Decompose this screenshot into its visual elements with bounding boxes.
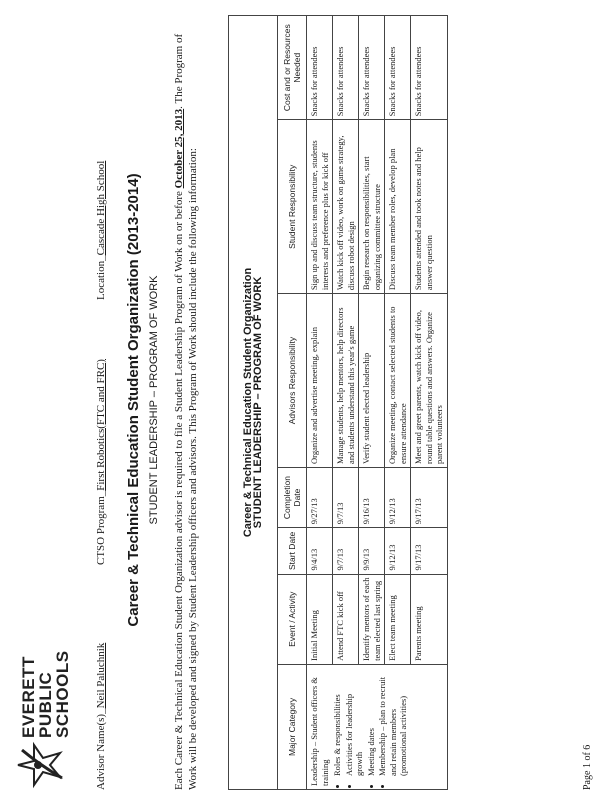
start-date-cell: 9/4/13 [307,528,333,574]
column-header: Event / Activity [278,574,307,664]
cost-cell: Snacks for attendees [359,16,385,120]
completion-date-cell: 9/17/13 [411,467,448,527]
everett-public-schools-logo [10,640,90,790]
category-title: Leadership – Student officers & training [309,677,330,786]
cost-cell: Snacks for attendees [307,16,333,120]
student-responsibility-cell: Students attended and took notes and help answer question [411,120,448,294]
starfish-swirl-icon [10,740,70,790]
table-row [307,16,333,790]
category-bullet: • Roles & responsibilities [332,668,343,776]
location-value: Cascade High School [95,160,107,256]
start-date-cell: 9/9/13 [359,528,385,574]
location-label: Location_ [95,255,107,300]
column-header: Cost and or Resources Needed [278,16,307,120]
table-caption [229,16,278,790]
major-category-cell [307,664,448,789]
column-header: Advisors Responsibility [278,294,307,468]
advisor-responsibility-cell: Verify student elected leadership [359,294,385,468]
cost-cell: Snacks for attendees [411,16,448,120]
program-value: First Robotics(FTC and FRC) [95,359,107,491]
event-cell: Initial Meeting [307,574,333,664]
advisor-responsibility-cell: Organize meeting, contact selected students to ensure attendance [385,294,411,468]
category-bullet-list [332,668,409,786]
advisor-name-field [95,643,107,790]
category-bullet: • Membership – plan to recruit and retain members (promotional activities) [377,668,409,776]
start-date-cell: 9/17/13 [411,528,448,574]
completion-date-cell: 9/7/13 [333,467,359,527]
column-header: Completion Date [278,467,307,527]
logo-line: PUBLIC [36,671,55,738]
event-cell: Parents meeting [411,574,448,664]
intro-text-end: . The Program of Work will be developed and signed by Student Leadership officers and advisors. This Program of Work should include the following information: [173,33,199,790]
completion-date-cell: 9/12/13 [385,467,411,527]
intro-text: Each Career & Technical Education Student Organization advisor is required to file a Student Leadership Program of Work on or before [173,188,185,790]
advisor-value: Neil Paluchnik [95,642,107,709]
cost-cell: Snacks for attendees [385,16,411,120]
program-field [95,359,107,565]
program-of-work-table [228,15,448,790]
logo-line: SCHOOLS [53,650,72,738]
advisor-responsibility-cell: Organize and advertise meeting, explain [307,294,333,468]
column-header: Start Date [278,528,307,574]
column-header: Student Responsibility [278,120,307,294]
category-bullet: • Meeting dates [366,668,377,776]
start-date-cell: 9/7/13 [333,528,359,574]
page-subtitle: STUDENT LEADERSHIP – PROGRAM OF WORK [148,275,160,525]
column-header: Major Category [278,664,307,789]
event-cell: Elect team meeting [385,574,411,664]
program-label: CTSO Program_ [95,490,107,565]
table-caption-line: STUDENT LEADERSHIP – PROGRAM OF WORK [252,276,264,529]
student-responsibility-cell: Begin research on responsibilities, start organizing committee structure [359,120,385,294]
student-responsibility-cell: Discuss team member roles, develop plan [385,120,411,294]
event-cell: Identify mentors of each team elected last spring [359,574,385,664]
completion-date-cell: 9/27/13 [307,467,333,527]
start-date-cell: 9/12/13 [385,528,411,574]
intro-deadline: October 25, 2013 [173,108,185,189]
event-cell: Attend FTC kick off [333,574,359,664]
cost-cell: Snacks for attendees [333,16,359,120]
logo-line: EVERETT [19,656,38,738]
advisor-responsibility-cell: Manage students, help mentors, help directors and students understand this year's game [333,294,359,468]
category-bullet: • Activities for leadership growth [344,668,365,776]
completion-date-cell: 9/16/13 [359,467,385,527]
student-responsibility-cell: Sign up and discuss team structure, students interests and preference plus for kick off [307,120,333,294]
table-caption-line: Career & Technical Education Student Organization [241,267,254,538]
advisor-responsibility-cell: Meet and greet parents, watch kick off video, round table questions and answers. Organize parent volunteers [411,294,448,468]
advisor-label: Advisor Name(s)_ [95,708,107,790]
page-number: Page 1 of 6 [582,744,593,790]
page-title: Career & Technical Education Student Organization (2013-2014) [125,173,142,627]
intro-paragraph [172,30,200,790]
student-responsibility-cell: Watch kick off video, work on game strategy, discuss robot design [333,120,359,294]
location-field [95,161,107,300]
